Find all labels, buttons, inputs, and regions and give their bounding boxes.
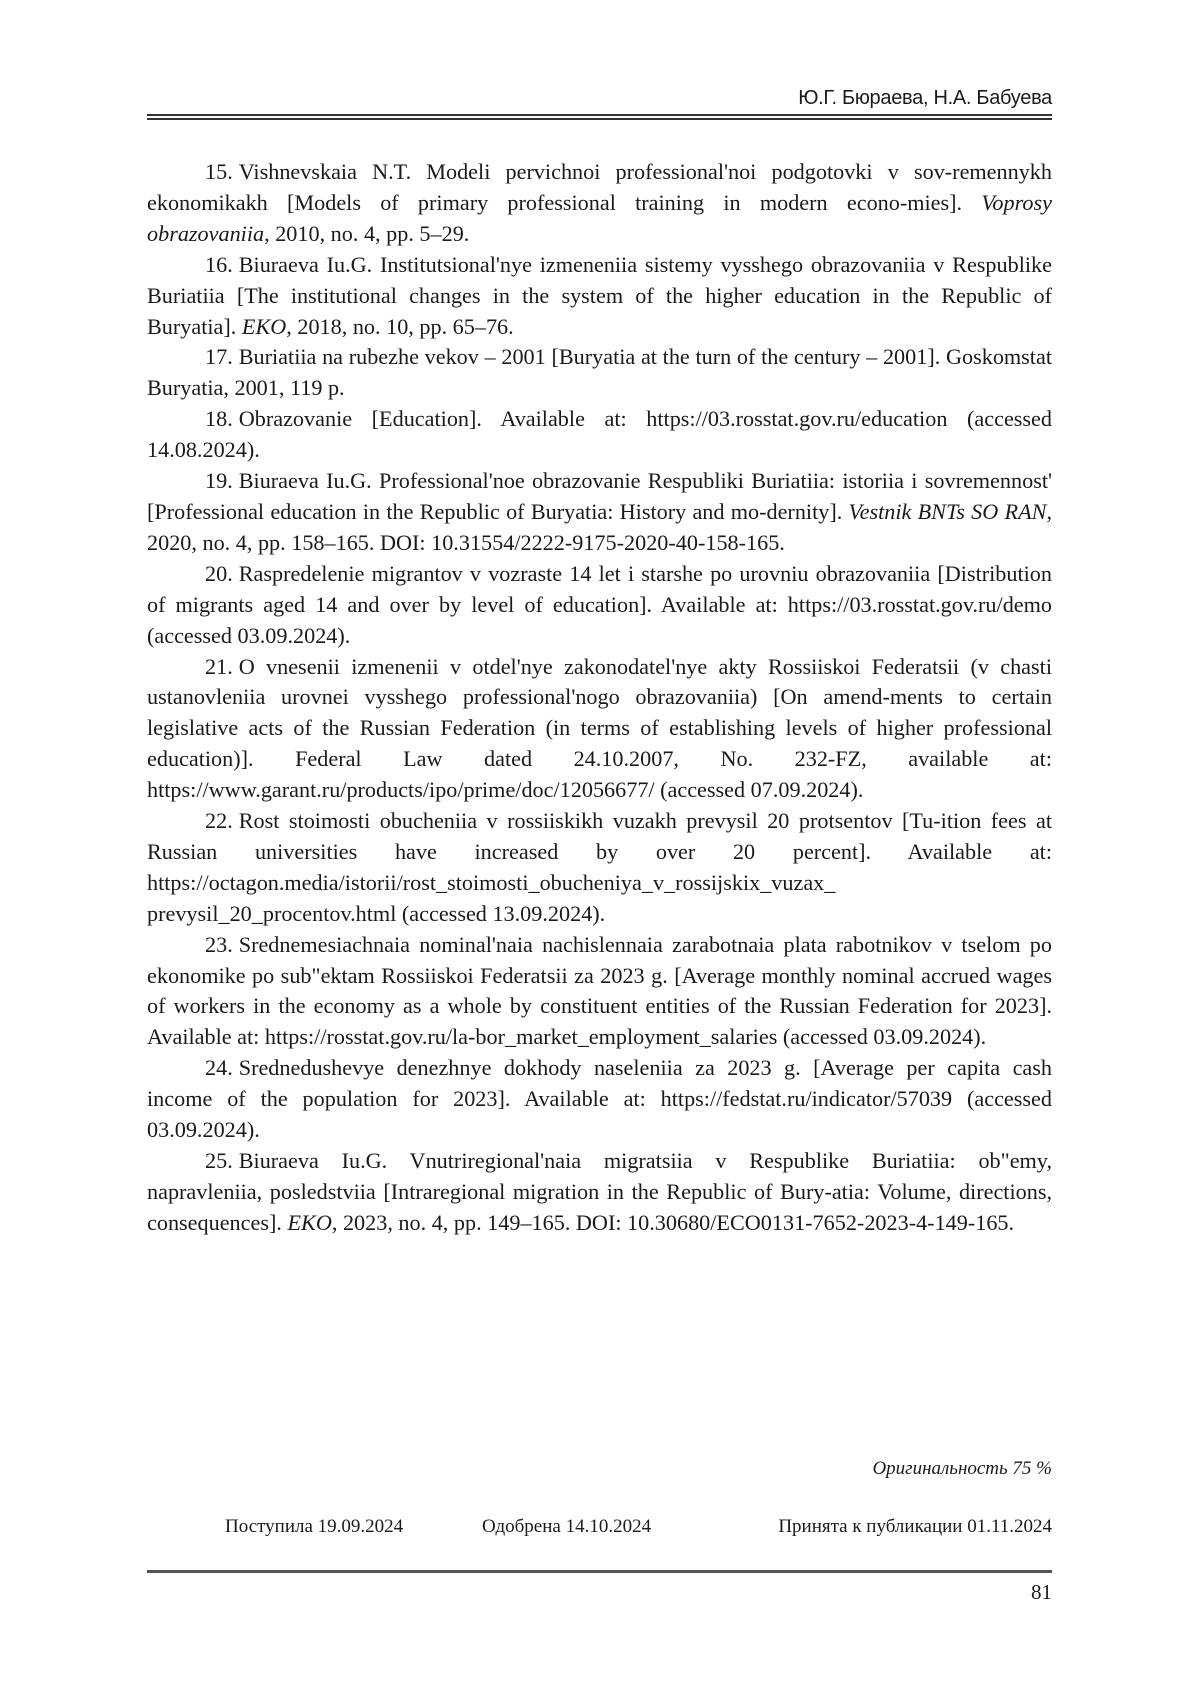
header-double-rule — [147, 114, 1052, 120]
running-header: Ю.Г. Бюраева, Н.А. Бабуева — [798, 87, 1052, 109]
received-date: Поступила 19.09.2024 — [225, 1516, 404, 1537]
reference-item: 21. O vnesenii izmenenii v otdel'nye zakonodatel'nye akty Rossiiskoi Federatsii (v chasti ustanovleniia urovnei vysshego professional'nogo obrazovaniia) [On amend-ments to certain legislative acts of the Russian Federation (in terms of establishing levels of higher professional education)]. Federal Law dated 24.10.2007, No. 232-FZ, available at: https://www.garant.ru/products/ipo/prime/doc/12056677/ (accessed 07.09.2024). — [147, 653, 1052, 803]
reference-item: 18. Obrazovanie [Education]. Available at: https://03.rosstat.gov.ru/education (accessed 14.08.2024). — [147, 406, 1052, 463]
reference-item: 23. Srednemesiachnaia nominal'naia nachislennaia zarabotnaia plata rabotnikov v tselom po ekonomike po sub"ektam Rossiiskoi Federatsii za 2023 g. [Average monthly nominal accrued wages of workers in the economy as a whole by constituent entities of the Russian Federation for 2023]. Available at: https://rosstat.gov.ru/la-bor_market_employment_salaries (accessed 03.09.2024). — [147, 931, 1052, 1050]
reference-list — [147, 157, 1052, 1239]
originality-note: Оригинальность 75 % — [872, 1458, 1052, 1479]
approved-date: Одобрена 14.10.2024 — [482, 1516, 652, 1537]
reference-item: 16. Biuraeva Iu.G. Institutsional'nye izmeneniia sistemy vysshego obrazovaniia v Respublike Buriatiia [The institutional changes in the system of the higher education in the Republic of Buryatia]. EKO, 2018, no. 10, pp. 65–76. — [147, 251, 1052, 339]
footer-rule — [147, 1570, 1052, 1573]
reference-item: 22. Rost stoimosti obucheniia v rossiiskikh vuzakh prevysil 20 protsentov [Tu-ition fees at Russian universities have increased by over 20 percent]. Available at: https://octagon.media/istorii/rost_stoimosti_obucheniya_v_rossijskix_vuzax_ prevysil_20_procentov.html (accessed 13.09.2024). — [147, 808, 1052, 926]
reference-item: 20. Raspredelenie migrantov v vozraste 14 let i starshe po urovniu obrazovaniia [Distribution of migrants aged 14 and over by level of education]. Available at: https://03.rosstat.gov.ru/demo (accessed 03.09.2024). — [147, 560, 1052, 648]
page-number: 81 — [1031, 1580, 1052, 1604]
reference-item: 19. Biuraeva Iu.G. Professional'noe obrazovanie Respubliki Buriatiia: istoriia i sovremennost' [Professional education in the Republic of Buryatia: History and mo-dernity]. Vestnik BNTs SO RAN, 2020, no. 4, pp. 158–165. DOI: 10.31554/2222-9175-2020-40-158-165. — [147, 468, 1053, 555]
reference-item: 24. Srednedushevye denezhnye dokhody naseleniia za 2023 g. [Average per capita cash income of the population for 2023]. Available at: https://fedstat.ru/indicator/57039 (accessed 03.09.2024). — [147, 1055, 1052, 1143]
reference-item: 17. Buriatiia na rubezhe vekov – 2001 [Buryatia at the turn of the century – 2001]. Goskomstat Buryatia, 2001, 119 p. — [147, 344, 1052, 401]
reference-item: 25. Biuraeva Iu.G. Vnutriregional'naia migratsiia v Respublike Buriatiia: ob"emy, napravleniia, posledstviia [Intraregional migration in the Republic of Bury-atia: Volume, directions, consequences]. EKO, 2023, no. 4, pp. 149–165. DOI: 10.30680/ECO0131-7652-2023-4-149-165. — [147, 1148, 1052, 1235]
accepted-date: Принята к публикации 01.11.2024 — [778, 1516, 1052, 1537]
reference-item: 15. Vishnevskaia N.T. Modeli pervichnoi professional'noi podgotovki v sov-remennykh ekonomikakh [Models of primary professional training in modern econo-mies]. Voprosy obrazovaniia, 2010, no. 4, pp. 5–29. — [147, 159, 1052, 246]
